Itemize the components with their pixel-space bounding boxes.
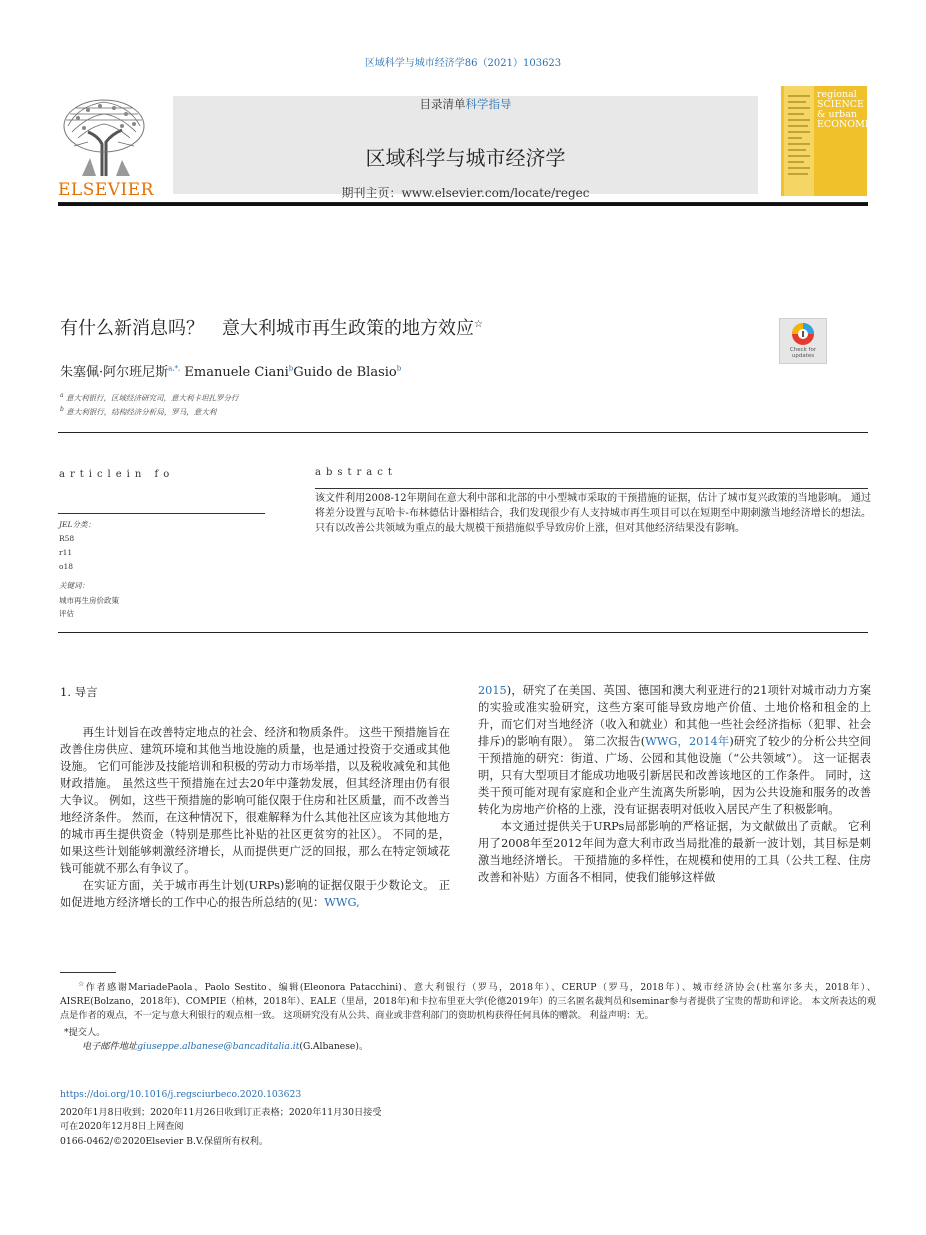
article-title-text: 有什么新消息吗？ 意大利城市再生政策的地方效应 xyxy=(60,318,474,339)
sciencedirect-link[interactable]: 科学指导 xyxy=(465,97,512,111)
check-updates-text: Check for updates xyxy=(789,347,817,359)
journal-banner xyxy=(173,96,758,200)
citation-link[interactable]: WWG，2014年 xyxy=(645,735,730,748)
paragraph-text: )研究了较少的分析公共空间干预措施的研究：街道、广场、公园和其他设施（“公共领域”）。 这一证据表明，只有大型项目才能成功地吸引新居民和改善该地区的工作条件。 同时，这类干预可能对现有家庭和企业产生流离失所影响，因为公共设施和服务的改善转化为房地产价格的上涨，没有证据表明对低收入居民产生了积极影响。 xyxy=(478,735,871,816)
jel-label: JEL分类： xyxy=(59,520,95,529)
affiliation-text: 意大利银行，区域经济研究司，意大利卡坦扎罗分行 xyxy=(65,393,239,403)
article-title xyxy=(60,314,483,340)
check-updates-icon xyxy=(780,319,826,349)
journal-cover xyxy=(781,86,883,196)
keyword: 城市再生房价政策 xyxy=(59,596,119,605)
article-info-divider xyxy=(58,513,265,514)
abstract-heading: abstract xyxy=(315,467,397,478)
email-suffix: (G.Albanese)。 xyxy=(299,1040,369,1052)
email-link[interactable]: giuseppe.albanese@bancaditalia.it xyxy=(137,1040,300,1052)
received-dates: 2020年1月8日收到；2020年11月26日收到订正表格；2020年11月30日接受 xyxy=(60,1107,382,1118)
affiliation-text: 意大利银行，结构经济分析局，罗马，意大利 xyxy=(66,407,217,417)
corresponding-note: *提交人。 xyxy=(64,1026,106,1038)
email-note xyxy=(60,1040,876,1054)
affiliation-mark: a xyxy=(60,392,64,399)
paragraph-text: )，研究了在美国、英国、德国和澳大利亚进行的21项针对城市动力方案的实验或准实验研究，这些方案可能导致房地产价值、土地价格和租金的上升，而它们对当地经济（收入和就业）和其他一些社会经济指标（犯罪、社会排斥)的影响有限）。 第二次报告( xyxy=(478,684,871,748)
elsevier-wordmark: ELSEVIER xyxy=(58,180,154,200)
email-label: 电子邮件地址 xyxy=(82,1040,138,1052)
elsevier-logo xyxy=(58,96,154,200)
abstract-divider xyxy=(315,488,868,489)
doi-link[interactable]: https://doi.org/10.1016/j.regsciurbeco.2020.103623 xyxy=(60,1089,302,1100)
abstract-bottom-rule xyxy=(58,632,868,633)
keyword: 评估 xyxy=(59,609,74,618)
right-column xyxy=(478,682,871,886)
author-mark[interactable]: b xyxy=(396,364,402,373)
jel-code: r11 xyxy=(59,548,73,557)
cover-title: regional SCIENCE & urban ECONOMICS xyxy=(817,89,883,130)
paragraph-text: 在实证方面，关于城市再生计划(URPs)影响的证据仅限于少数论文。 正如促进地方经济增长的工作中心的报告所总结的(见： xyxy=(60,879,450,909)
jel-code: o18 xyxy=(59,562,74,571)
acknowledgement-note xyxy=(60,977,876,1024)
footnote-mark: ☆ xyxy=(78,980,86,988)
affiliation-mark: b xyxy=(60,406,64,413)
check-for-updates-badge[interactable] xyxy=(779,318,827,364)
journal-title: 区域科学与城市经济学 xyxy=(365,146,566,170)
body-paragraph xyxy=(60,877,450,911)
author-name: 朱塞佩·阿尔班尼斯 xyxy=(60,365,169,380)
footnotes xyxy=(60,977,876,1054)
cover-text-lines-icon xyxy=(784,86,814,196)
keywords-label: 关键词： xyxy=(59,581,89,590)
affiliation-b xyxy=(60,406,216,418)
affiliation-divider xyxy=(58,432,868,433)
contents-line xyxy=(173,96,758,112)
title-footnote-mark[interactable]: ☆ xyxy=(474,319,483,330)
left-column xyxy=(60,724,450,911)
jel-code: R58 xyxy=(59,534,75,543)
citation-link[interactable]: WWG, xyxy=(324,896,360,909)
copyright: 0166-0462/©2020Elsevier B.V.保留所有权利。 xyxy=(60,1136,269,1147)
contents-prefix: 目录清单 xyxy=(419,97,466,111)
cover-contents-strip xyxy=(784,86,814,196)
footnote-rule xyxy=(60,972,116,973)
author-name: Emanuele Ciani xyxy=(180,365,289,380)
citation-link[interactable]: 2015 xyxy=(478,684,507,697)
header-rule-thick xyxy=(58,203,868,206)
section-heading: 1. 导言 xyxy=(60,685,98,699)
online-date: 可在2020年12月8日上网查阅 xyxy=(60,1121,184,1132)
journal-homepage[interactable]: 期刊主页：www.elsevier.com/locate/regec xyxy=(341,186,590,200)
author-mark[interactable]: a,*, xyxy=(168,364,181,373)
body-paragraph: 再生计划旨在改善特定地点的社会、经济和物质条件。 这些干预措施旨在改善住房供应、建筑环境和其他当地设施的质量，也是通过投资于交通或其他设施。 它们可能涉及技能培训和积极的劳动力市场举措，以及税收减免和其他财政措施。 虽然这些干预措施在过去20年中蓬勃发展，但其经济理由仍有很大争议。 例如，这些干预措施的影响可能仅限于住房和社区质量，而不改善当地经济条件。 然而，在这种情况下，很难解释为什么其他社区应该为其他地方的城市再生提供资金（特别是那些比补贴的社区更贫穷的社区）。 不同的是，如果这些计划能够刺激经济增长，从而提供更广泛的回报，那么在特定领域花钱可能就不那么有争议了。 xyxy=(60,726,450,875)
article-info-heading: articlein fo xyxy=(59,469,175,480)
author-mark[interactable]: b xyxy=(288,364,294,373)
tree-emblem-icon xyxy=(58,96,150,178)
body-paragraph: 本文通过提供关于URPs局部影响的严格证据，为文献做出了贡献。 它利用了2008年至2012年间为意大利市政当局批准的最新一波计划，其目标是刺激当地经济增长。 干预措施的多样性，在规模和使用的工具（公共工程、住房改善和补贴）方面各不相同，使我们能够这样做 xyxy=(478,820,871,884)
author-name: Guido de Blasio xyxy=(293,365,397,380)
abstract-text: 该文件利用2008-12年期间在意大利中部和北部的中小型城市采取的干预措施的证据，估计了城市复兴政策的当地影响。 通过将差分设置与瓦哈卡-布林德估计器相结合，我们发现很少有人支持城市再生项目可以在短期至中期刺激当地经济增长的想法。 只有以改善公共领域为重点的最大规模干预措施似乎导致房价上涨，但对其他经济结果没有影响。 xyxy=(315,493,871,535)
author-list xyxy=(60,361,401,380)
journal-reference[interactable]: 区域科学与城市经济学86（2021）103623 xyxy=(364,58,562,69)
body-paragraph xyxy=(478,682,871,818)
affiliation-a xyxy=(60,392,238,404)
acknowledgement-text: 作者感谢MariadePaola、Paolo Sestito、编辑(Eleonora Patacchini)、意大利银行（罗马，2018年）、CERUP（罗马，2018年）、城市经济协会(杜塞尔多夫，2018年）、AISRE(Bolzano，2018年)、COMPIE（柏林，2018年）、EALE（里昂，2018年)和卡拉布里亚大学(伦德2019年）的三名匿名裁判员和seminar参与者提供了宝贵的帮助和评论。 本文所表达的观点是作者的观点，不一定与意大利银行的观点相一致。 这项研究没有从公共、商业或非营利部门的资助机构获得任何具体的赠款。 利益声明：无。 xyxy=(60,982,876,1022)
